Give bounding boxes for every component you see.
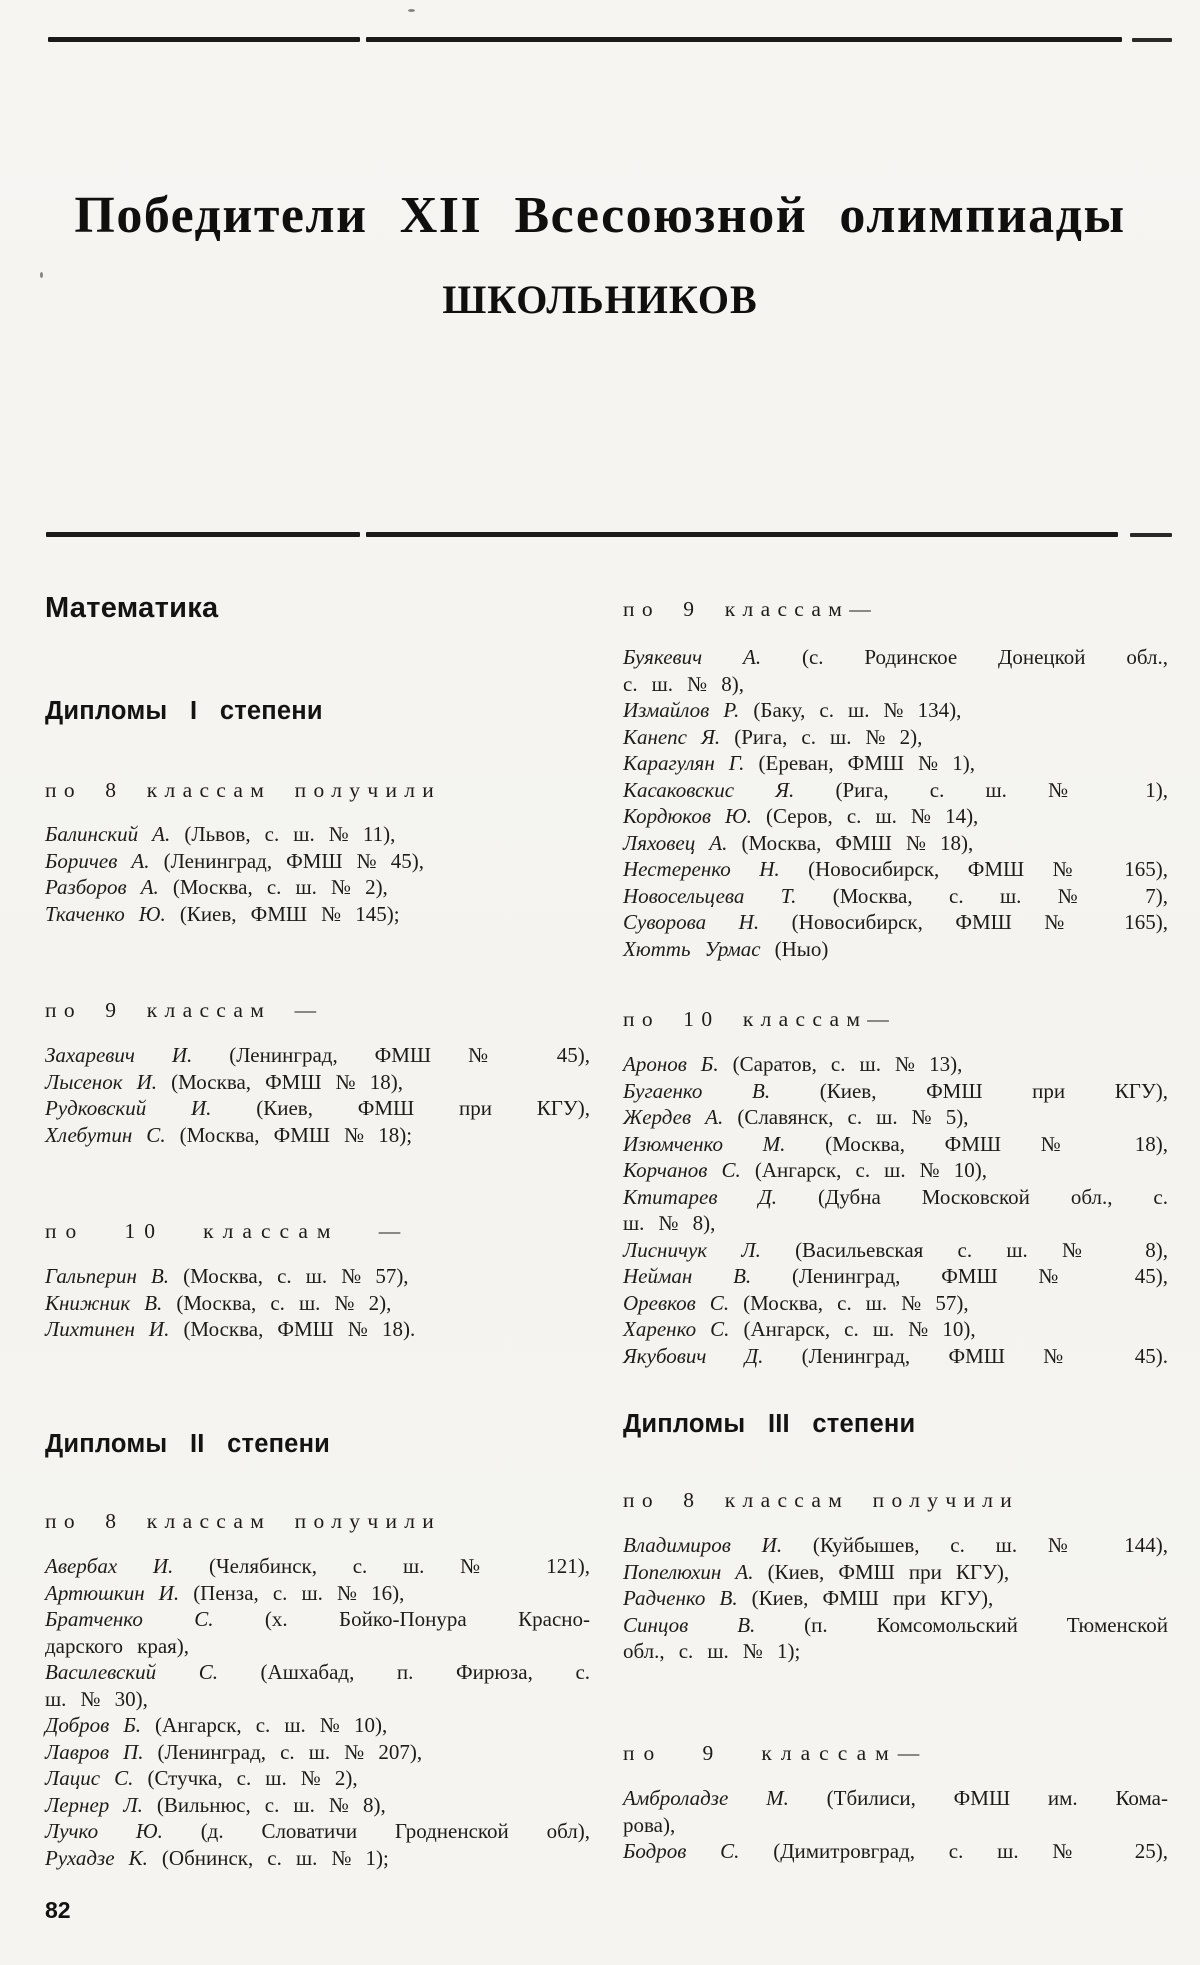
entry-line bbox=[623, 1812, 1168, 1839]
winner-name: Авербах И. bbox=[45, 1554, 174, 1578]
winner-name: Василевский С. bbox=[45, 1660, 218, 1684]
winner-detail: (Москва, с. ш. № 57), bbox=[743, 1290, 969, 1315]
entry-line bbox=[45, 1553, 590, 1580]
entry-line bbox=[623, 697, 1168, 724]
degree1-heading: Дипломы I степени bbox=[45, 697, 323, 725]
winner-detail: (Москва, ФМШ № 18); bbox=[179, 1122, 413, 1147]
entry-line bbox=[623, 1343, 1168, 1370]
entry-line bbox=[623, 1612, 1168, 1639]
winner-name: Амброладзе М. bbox=[623, 1786, 789, 1810]
winner-detail: обл., с. ш. № 1); bbox=[623, 1639, 801, 1663]
winner-detail: (Москва, с. ш. № 2), bbox=[172, 875, 388, 899]
winner-detail: (Дубна Московской обл., с. bbox=[818, 1184, 1168, 1209]
winner-name: Лысенок И. bbox=[45, 1069, 158, 1094]
winner-detail: (х. Бойко-Понура Красно- bbox=[264, 1607, 590, 1631]
class8-line: по 8 классам получили bbox=[45, 778, 442, 802]
winner-name: Касаковскис Я. bbox=[623, 777, 795, 802]
entry-line bbox=[45, 1290, 590, 1317]
winner-name: Хютть Урмас bbox=[623, 936, 761, 961]
winner-name: Буякевич А. bbox=[623, 645, 762, 669]
winner-detail: (Ленинград, ФМШ № 45), bbox=[229, 1043, 590, 1067]
winner-name: Бугаенко В. bbox=[623, 1078, 771, 1103]
class10-line: по 10 классам — bbox=[45, 1219, 410, 1243]
entry-line bbox=[45, 821, 590, 848]
entry-line bbox=[623, 1316, 1168, 1343]
entry-line bbox=[623, 936, 1168, 963]
left-column bbox=[45, 0, 590, 1965]
winner-detail: дарского края), bbox=[45, 1633, 190, 1658]
page-number: 82 bbox=[45, 1897, 71, 1923]
winner-detail: (Москва, с. ш. № 57), bbox=[183, 1264, 409, 1288]
winner-detail: (Москва, ФМШ № 18). bbox=[183, 1317, 416, 1341]
winner-detail: (Ленинград, ФМШ № 45), bbox=[791, 1264, 1168, 1288]
winner-detail: (Ереван, ФМШ № 1), bbox=[758, 751, 976, 775]
entry-line bbox=[45, 1686, 590, 1713]
winner-name: Братченко С. bbox=[45, 1607, 214, 1631]
subject-heading-mathematics: Математика bbox=[45, 592, 219, 624]
winners-list-deg2-class10 bbox=[623, 1051, 1168, 1369]
entry-line bbox=[45, 1765, 590, 1792]
winner-name: Нестеренко Н. bbox=[623, 857, 780, 881]
entry-line bbox=[45, 1095, 590, 1122]
winner-detail: (Тбилиси, ФМШ им. Кома- bbox=[826, 1786, 1168, 1810]
entry-line bbox=[623, 1785, 1168, 1812]
winner-detail: (Стучка, с. ш. № 2), bbox=[147, 1766, 358, 1790]
entry-line bbox=[623, 909, 1168, 936]
entry-line bbox=[623, 1638, 1168, 1665]
winner-name: Лацис С. bbox=[45, 1766, 134, 1790]
winner-name: Новосельцева Т. bbox=[623, 883, 797, 908]
winner-detail: (Ашхабад, п. Фирюза, с. bbox=[260, 1660, 591, 1684]
entry-line bbox=[623, 1263, 1168, 1290]
entry-line bbox=[623, 1078, 1168, 1105]
entry-line bbox=[45, 1069, 590, 1096]
winner-detail: (Рига, с. ш. № 1), bbox=[835, 777, 1169, 802]
class9-line: по 9 классам — bbox=[45, 998, 324, 1022]
winner-detail: (с. Родинское Донецкой обл., bbox=[801, 645, 1169, 669]
winner-detail: (Ангарск, с. ш. № 10), bbox=[743, 1317, 976, 1341]
winner-name: Хлебутин С. bbox=[45, 1122, 166, 1147]
entry-line bbox=[45, 1316, 590, 1343]
winner-name: Канепс Я. bbox=[623, 724, 721, 749]
class8-line-deg3: по 8 классам получили bbox=[623, 1488, 1020, 1512]
winner-name: Лисничук Л. bbox=[623, 1237, 761, 1262]
class9-line-deg1-cont: по 9 классам— bbox=[623, 597, 878, 621]
entry-line bbox=[45, 1845, 590, 1872]
winner-detail: (Обнинск, с. ш. № 1); bbox=[161, 1845, 389, 1870]
winner-detail: ш. № 8), bbox=[623, 1211, 716, 1235]
winner-detail: (Вильнюс, с. ш. № 8), bbox=[156, 1792, 386, 1817]
winner-detail: ш. № 30), bbox=[45, 1686, 148, 1711]
winner-detail: с. ш. № 8), bbox=[623, 671, 744, 696]
winner-detail: (Ангарск, с. ш. № 10), bbox=[155, 1713, 388, 1737]
winner-name: Изюмченко М. bbox=[623, 1131, 786, 1156]
entry-line bbox=[623, 1838, 1168, 1865]
entry-line bbox=[45, 1818, 590, 1845]
entry-line bbox=[45, 1263, 590, 1290]
entry-line bbox=[623, 883, 1168, 910]
entry-line bbox=[623, 1131, 1168, 1158]
entry-line bbox=[45, 1122, 590, 1149]
winner-name: Боричев А. bbox=[45, 848, 150, 873]
winner-detail: (Саратов, с. ш. № 13), bbox=[732, 1052, 963, 1076]
winner-name: Харенко С. bbox=[623, 1317, 730, 1341]
entry-line bbox=[623, 1051, 1168, 1078]
entry-line bbox=[623, 1532, 1168, 1559]
entry-line bbox=[45, 1633, 590, 1660]
winners-list-deg2-class8 bbox=[45, 1553, 590, 1871]
winner-detail: рова), bbox=[623, 1812, 676, 1837]
entry-line bbox=[45, 1739, 590, 1766]
entry-line bbox=[623, 1290, 1168, 1317]
winner-detail: (Васильевская с. ш. № 8), bbox=[795, 1237, 1168, 1262]
winners-list-deg3-class9 bbox=[623, 1785, 1168, 1865]
winner-name: Суворова Н. bbox=[623, 910, 760, 934]
winner-detail: (д. Словатичи Гродненской обл), bbox=[200, 1819, 591, 1843]
winner-name: Ткаченко Ю. bbox=[45, 901, 166, 926]
winner-detail: (Серов, с. ш. № 14), bbox=[766, 804, 979, 828]
winner-name: Якубович Д. bbox=[623, 1343, 764, 1368]
winner-name: Добров Б. bbox=[45, 1713, 141, 1737]
entry-line bbox=[623, 750, 1168, 777]
page-title-line2: ШКОЛЬНИКОВ bbox=[442, 277, 758, 322]
winner-name: Лихтинен И. bbox=[45, 1317, 170, 1341]
winner-detail: (Москва, с. ш. № 7), bbox=[832, 883, 1169, 908]
winner-detail: (Киев, ФМШ при КГУ), bbox=[751, 1586, 994, 1610]
entry-line bbox=[623, 1157, 1168, 1184]
winner-detail: (Славянск, с. ш. № 5), bbox=[737, 1105, 969, 1129]
class8-line-deg2: по 8 классам получили bbox=[45, 1509, 442, 1533]
entry-line bbox=[623, 724, 1168, 751]
winner-name: Лавров П. bbox=[45, 1739, 144, 1764]
entry-line bbox=[623, 671, 1168, 698]
entry-line bbox=[45, 848, 590, 875]
winner-name: Радченко В. bbox=[623, 1586, 738, 1610]
winner-detail: (Куйбышев, с. ш. № 144), bbox=[812, 1533, 1168, 1557]
winner-detail: (Новосибирск, ФМШ № 165), bbox=[808, 857, 1169, 881]
winner-detail: (Киев, ФМШ при КГУ), bbox=[767, 1559, 1010, 1584]
winner-name: Бодров С. bbox=[623, 1839, 740, 1863]
class9-line-deg3: по 9 классам— bbox=[623, 1741, 929, 1765]
winner-name: Лернер Л. bbox=[45, 1792, 143, 1817]
winner-name: Рухадзе К. bbox=[45, 1845, 148, 1870]
entry-line bbox=[623, 644, 1168, 671]
winner-name: Карагулян Г. bbox=[623, 751, 745, 775]
winner-name: Корчанов С. bbox=[623, 1158, 741, 1182]
winner-name: Ляховец А. bbox=[623, 830, 728, 855]
winner-name: Книжник В. bbox=[45, 1290, 163, 1315]
winner-detail: (Ленинград, ФМШ № 45). bbox=[801, 1343, 1168, 1368]
winner-detail: (Пенза, с. ш. № 16), bbox=[193, 1580, 405, 1605]
winners-list-deg1-class8 bbox=[45, 821, 590, 927]
winners-list-deg1-class10 bbox=[45, 1263, 590, 1343]
winners-list-deg3-class8 bbox=[623, 1532, 1168, 1665]
winner-name: Владимиров И. bbox=[623, 1533, 783, 1557]
winner-name: Лучко Ю. bbox=[45, 1819, 163, 1843]
winner-detail: (Челябинск, с. ш. № 121), bbox=[208, 1554, 591, 1578]
entry-line bbox=[45, 1042, 590, 1069]
entry-line bbox=[623, 1210, 1168, 1237]
winner-name: Гальперин В. bbox=[45, 1264, 170, 1288]
winner-detail: (Киев, ФМШ при КГУ), bbox=[819, 1078, 1168, 1103]
entry-line bbox=[623, 1585, 1168, 1612]
entry-line bbox=[45, 1712, 590, 1739]
winner-name: Артюшкин И. bbox=[45, 1580, 180, 1605]
winner-name: Аронов Б. bbox=[623, 1052, 719, 1076]
right-column bbox=[623, 0, 1168, 1965]
winner-name: Разборов А. bbox=[45, 875, 159, 899]
winner-name: Кордюков Ю. bbox=[623, 804, 752, 828]
winner-name: Жердев А. bbox=[623, 1105, 724, 1129]
class10-line-deg2: по 10 классам— bbox=[623, 1007, 897, 1031]
winner-name: Ктитарев Д. bbox=[623, 1184, 778, 1209]
winner-name: Захаревич И. bbox=[45, 1043, 193, 1067]
winner-name: Попелюхин А. bbox=[623, 1559, 754, 1584]
winner-detail: (Ныо) bbox=[774, 936, 829, 961]
entry-line bbox=[45, 901, 590, 928]
entry-line bbox=[45, 874, 590, 901]
entry-line bbox=[623, 1104, 1168, 1131]
entry-line bbox=[623, 830, 1168, 857]
winner-detail: (Рига, с. ш. № 2), bbox=[734, 724, 923, 749]
winner-name: Рудковский И. bbox=[45, 1096, 212, 1120]
winner-detail: (Москва, ФМШ № 18), bbox=[171, 1069, 403, 1094]
winner-detail: (Москва, с. ш. № 2), bbox=[176, 1290, 392, 1315]
entry-line bbox=[623, 777, 1168, 804]
winner-name: Измайлов Р. bbox=[623, 698, 740, 722]
winner-detail: (Киев, ФМШ при КГУ), bbox=[256, 1096, 590, 1120]
entry-line bbox=[623, 1559, 1168, 1586]
winner-name: Балинский А. bbox=[45, 822, 171, 846]
entry-line bbox=[45, 1606, 590, 1633]
winner-name: Оревков С. bbox=[623, 1290, 730, 1315]
winners-list-deg2-class9 bbox=[623, 644, 1168, 962]
winner-detail: (Баку, с. ш. № 134), bbox=[753, 698, 962, 722]
entry-line bbox=[623, 1237, 1168, 1264]
winner-detail: (Димитровград, с. ш. № 25), bbox=[773, 1839, 1168, 1863]
winner-detail: (Львов, с. ш. № 11), bbox=[184, 822, 396, 846]
entry-line bbox=[45, 1659, 590, 1686]
winner-detail: (Ленинград, с. ш. № 207), bbox=[157, 1739, 423, 1764]
winner-name: Нейман В. bbox=[623, 1264, 752, 1288]
degree3-heading: Дипломы III степени bbox=[623, 1410, 916, 1438]
winner-detail: (Москва, ФМШ № 18), bbox=[741, 830, 974, 855]
winners-list-deg1-class9 bbox=[45, 1042, 590, 1148]
page-title-line1: Победители XII Всесоюзной олимпиады bbox=[74, 187, 1126, 244]
entry-line bbox=[623, 856, 1168, 883]
entry-line bbox=[45, 1792, 590, 1819]
winner-detail: (Новосибирск, ФМШ № 165), bbox=[791, 910, 1169, 934]
winner-detail: (Ленинград, ФМШ № 45), bbox=[163, 848, 425, 873]
entry-line bbox=[45, 1580, 590, 1607]
winner-detail: (Киев, ФМШ № 145); bbox=[179, 901, 400, 926]
entry-line bbox=[623, 1184, 1168, 1211]
degree2-heading: Дипломы II степени bbox=[45, 1430, 331, 1458]
winner-name: Синцов В. bbox=[623, 1612, 756, 1637]
winner-detail: (Москва, ФМШ № 18), bbox=[825, 1131, 1168, 1156]
winner-detail: (п. Комсомольский Тюменской bbox=[804, 1612, 1168, 1637]
entry-line bbox=[623, 803, 1168, 830]
winner-detail: (Ангарск, с. ш. № 10), bbox=[754, 1158, 987, 1182]
